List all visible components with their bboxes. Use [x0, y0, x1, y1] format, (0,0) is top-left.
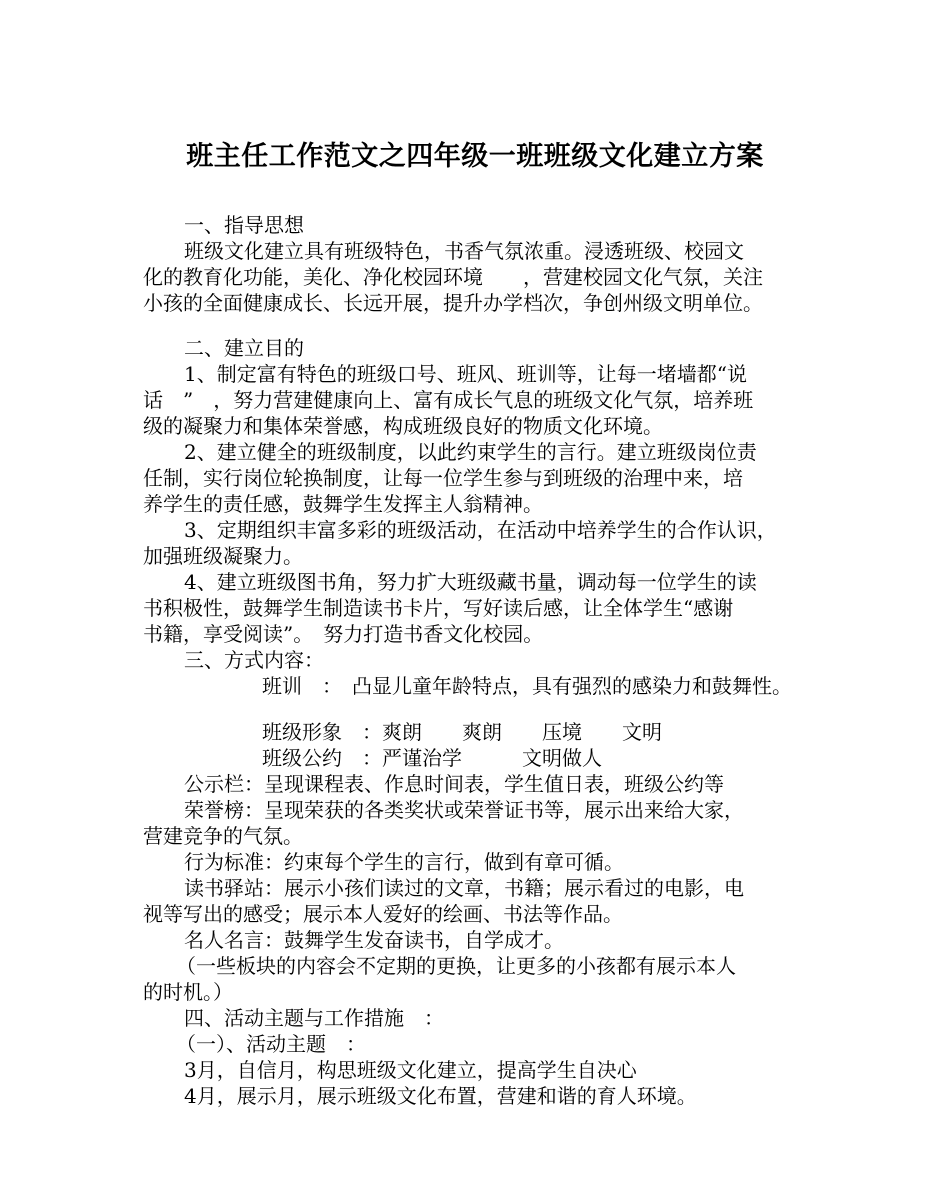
- paragraph-line: 话 ” ，努力营建健康向上、富有成长气息的班级文化气氛，培养班: [143, 388, 754, 412]
- class-motto-line: 班训 ： 凸显儿童年龄特点，具有强烈的感染力和鼓舞性。: [262, 674, 792, 698]
- paragraph-line: 小孩的全面健康成长、长远开展，提升办学档次，争创州级文明单位。: [143, 291, 763, 315]
- paragraph-line: 行为标准：约束每个学生的言行，做到有章可循。: [184, 850, 624, 874]
- paragraph-line: 的时机。）: [143, 980, 233, 1004]
- paragraph-line: 4月，展示月，展示班级文化布置，营建和谐的育人环境。: [184, 1084, 697, 1108]
- paragraph-line: 营建竞争的气氛。: [143, 824, 303, 848]
- paragraph-line: 书籍，享受阅读”。 努力打造书香文化校园。: [143, 622, 544, 646]
- class-convention-line: 班级公约 ：严谨治学 文明做人: [262, 746, 602, 770]
- section-heading-4: 四、活动主题与工作措施 ：: [184, 1006, 444, 1030]
- section-heading-3: 三、方式内容：: [184, 648, 324, 672]
- paragraph-line: 名人名言：鼓舞学生发奋读书，自学成才。: [184, 928, 564, 952]
- paragraph-line: 班级文化建立具有班级特色，书香气氛浓重。浸透班级、校园文: [184, 239, 744, 263]
- paragraph-line: 1、制定富有特色的班级口号、班风、班训等，让每一堵墙都“说: [184, 362, 747, 386]
- paragraph-line: 视等写出的感受；展示本人爱好的绘画、书法等作品。: [143, 902, 623, 926]
- paragraph-line: （一些板块的内容会不定期的更换，让更多的小孩都有展示本人: [176, 954, 736, 978]
- class-image-line: 班级形象 ：爽朗 爽朗 压境 文明: [262, 720, 662, 744]
- section-heading-2: 二、建立目的: [184, 336, 304, 360]
- paragraph-line: 公示栏：呈现课程表、作息时间表，学生值日表，班级公约等: [184, 772, 724, 796]
- paragraph-line: 任制，实行岗位轮换制度，让每一位学生参与到班级的治理中来，培: [143, 466, 743, 490]
- paragraph-line: 级的凝聚力和集体荣誉感，构成班级良好的物质文化环境。: [143, 414, 663, 438]
- paragraph-line: 书积极性，鼓舞学生制造读书卡片，写好读后感，让全体学生“感谢: [143, 596, 734, 620]
- paragraph-line: 养学生的责任感，鼓舞学生发挥主人翁精神。: [143, 492, 543, 516]
- paragraph-line: 3、定期组织丰富多彩的班级活动，在活动中培养学生的合作认识，: [184, 518, 777, 542]
- paragraph-line: 读书驿站：展示小孩们读过的文章，书籍；展示看过的电影，电: [184, 876, 744, 900]
- subsection-heading: （一）、活动主题 ：: [176, 1032, 366, 1056]
- paragraph-line: 荣誉榜：呈现荣获的各类奖状或荣誉证书等，展示出来给大家，: [184, 798, 744, 822]
- paragraph-line: 2、建立健全的班级制度，以此约束学生的言行。建立班级岗位责: [184, 440, 757, 464]
- paragraph-line: 加强班级凝聚力。: [143, 544, 303, 568]
- paragraph-line: 化的教育化功能，美化、净化校园环境 ，营建校园文化气氛，关注: [143, 265, 763, 289]
- paragraph-line: 4、建立班级图书角，努力扩大班级藏书量，调动每一位学生的读: [184, 570, 757, 594]
- section-heading-1: 一、指导思想: [184, 213, 304, 237]
- paragraph-line: 3月，自信月，构思班级文化建立，提高学生自决心: [184, 1058, 637, 1082]
- document-title: 班主任工作范文之四年级一班班级文化建立方案: [186, 141, 764, 172]
